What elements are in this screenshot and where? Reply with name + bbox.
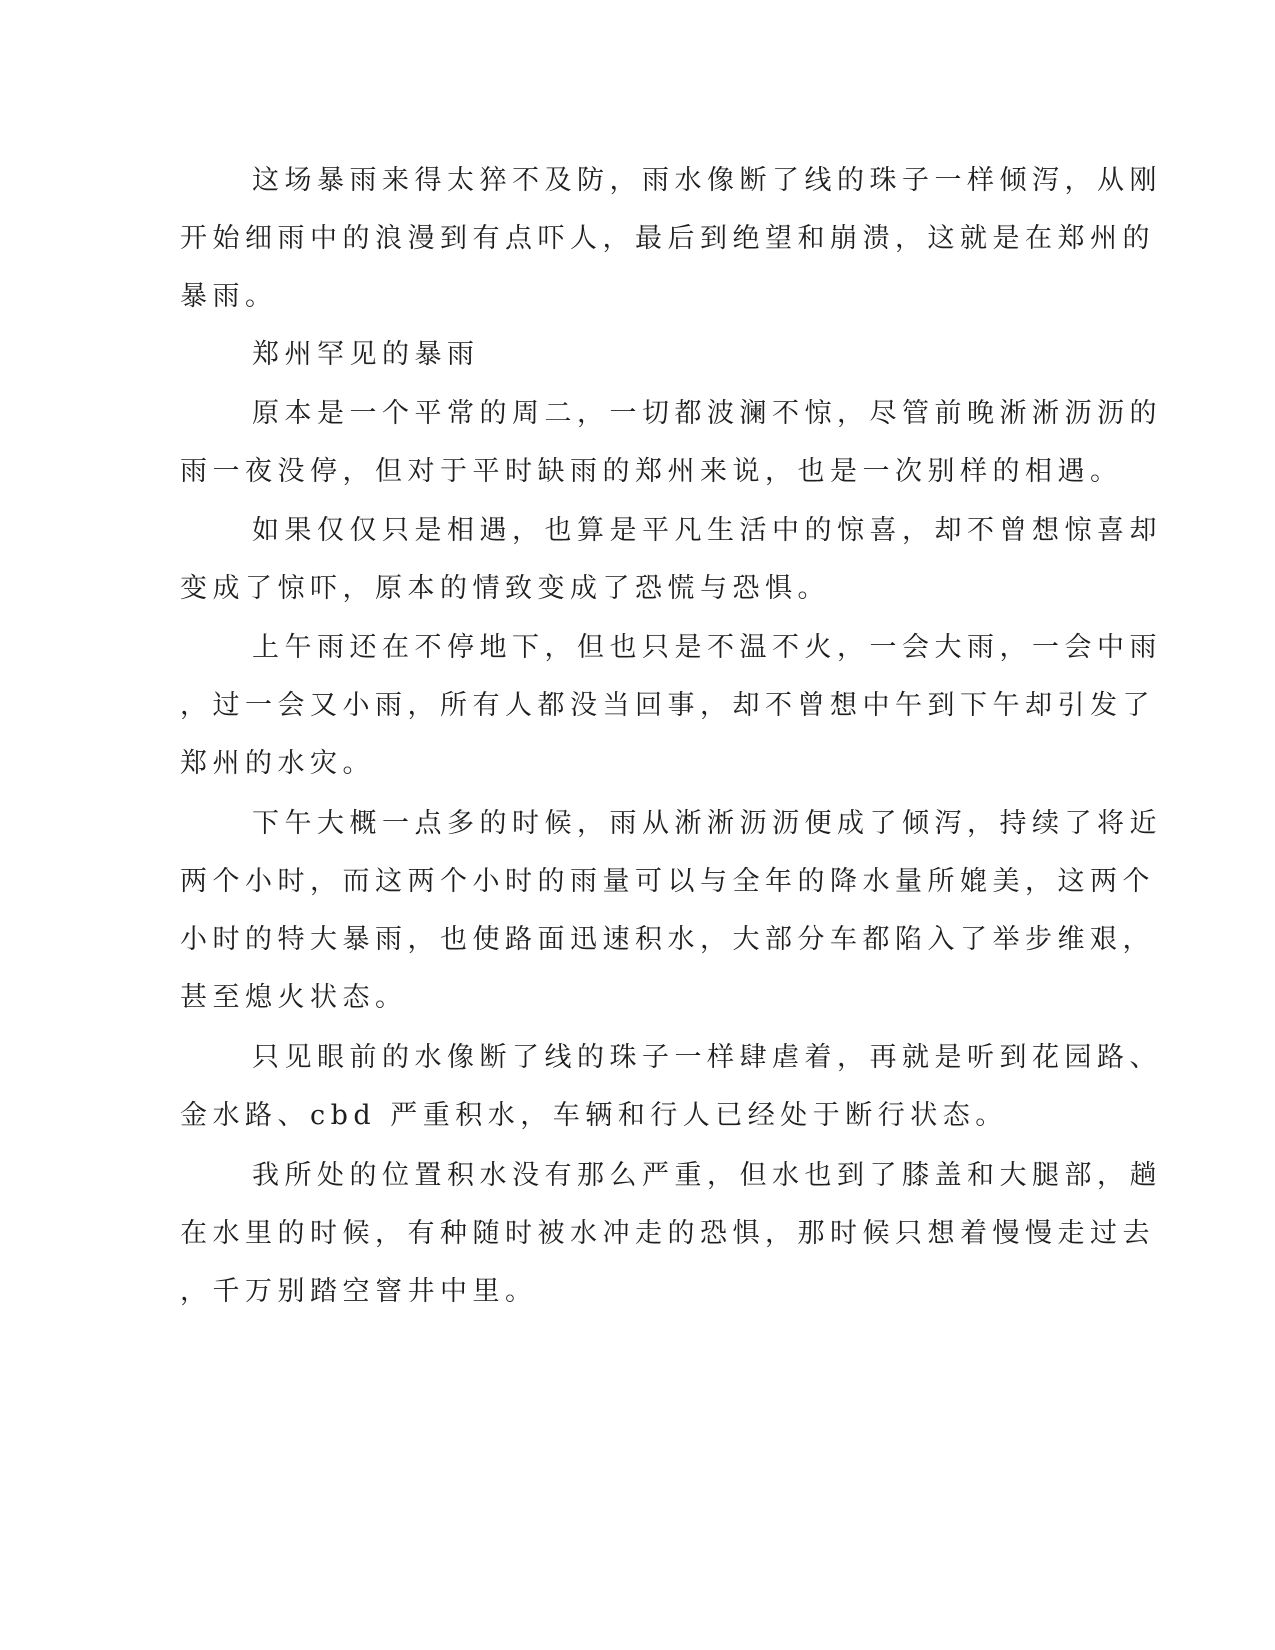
text-line: 原本是一个平常的周二，一切都波澜不惊，尽管前晚淅淅沥沥的 bbox=[252, 398, 1162, 429]
text-line: 在水里的时候，有种随时被水冲走的恐惧，那时候只想着慢慢走过去 bbox=[180, 1218, 1155, 1249]
text-line: 两个小时，而这两个小时的雨量可以与全年的降水量所媲美，这两个 bbox=[180, 866, 1155, 897]
text-line: 暴雨。 bbox=[180, 281, 278, 312]
text-line: 雨一夜没停，但对于平时缺雨的郑州来说，也是一次别样的相遇。 bbox=[180, 456, 1123, 487]
text-line: 如果仅仅只是相遇，也算是平凡生活中的惊喜，却不曾想惊喜却 bbox=[252, 515, 1162, 546]
text-line: 我所处的位置积水没有那么严重，但水也到了膝盖和大腿部，趟 bbox=[252, 1160, 1162, 1191]
text-line: ，过一会又小雨，所有人都没当回事，却不曾想中午到下午却引发了 bbox=[180, 690, 1155, 721]
text-line: 这场暴雨来得太猝不及防，雨水像断了线的珠子一样倾泻，从刚 bbox=[252, 165, 1162, 196]
text-line: 变成了惊吓，原本的情致变成了恐慌与恐惧。 bbox=[180, 573, 830, 604]
section-heading: 郑州罕见的暴雨 bbox=[252, 339, 480, 370]
text-line: ，千万别踏空窨井中里。 bbox=[180, 1276, 538, 1307]
text-line: 金水路、cbd 严重积水，车辆和行人已经处于断行状态。 bbox=[180, 1100, 1008, 1131]
text-line: 下午大概一点多的时候，雨从淅淅沥沥便成了倾泻，持续了将近 bbox=[252, 808, 1162, 839]
text-line: 小时的特大暴雨，也使路面迅速积水，大部分车都陷入了举步维艰， bbox=[180, 924, 1155, 955]
text-line: 上午雨还在不停地下，但也只是不温不火，一会大雨，一会中雨 bbox=[252, 632, 1162, 663]
text-line: 甚至熄火状态。 bbox=[180, 982, 408, 1013]
text-line: 只见眼前的水像断了线的珠子一样肆虐着，再就是听到花园路、 bbox=[252, 1042, 1162, 1073]
text-line: 开始细雨中的浪漫到有点吓人，最后到绝望和崩溃，这就是在郑州的 bbox=[180, 223, 1155, 254]
text-line: 郑州的水灾。 bbox=[180, 748, 375, 779]
